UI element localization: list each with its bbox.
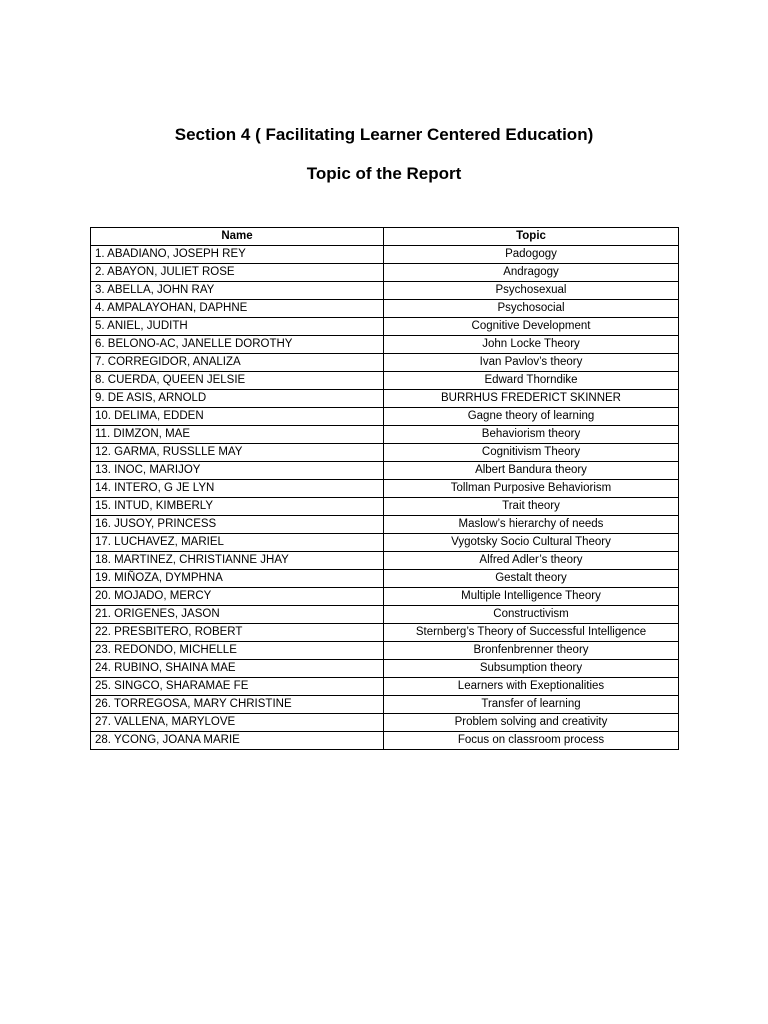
student-name-cell: 28. YCONG, JOANA MARIE xyxy=(91,732,384,750)
topic-cell: Padogogy xyxy=(384,246,679,264)
topic-cell: Ivan Pavlov’s theory xyxy=(384,354,679,372)
student-name-cell: 20. MOJADO, MERCY xyxy=(91,588,384,606)
student-name-cell: 6. BELONO-AC, JANELLE DOROTHY xyxy=(91,336,384,354)
student-name-cell: 10. DELIMA, EDDEN xyxy=(91,408,384,426)
table-row xyxy=(91,588,679,606)
table-row xyxy=(91,300,679,318)
student-name-cell: 19. MIÑOZA, DYMPHNA xyxy=(91,570,384,588)
student-name-cell: 14. INTERO, G JE LYN xyxy=(91,480,384,498)
topic-cell: Trait theory xyxy=(384,498,679,516)
table-row xyxy=(91,696,679,714)
student-name-cell: 12. GARMA, RUSSLLE MAY xyxy=(91,444,384,462)
table-row xyxy=(91,444,679,462)
table-row xyxy=(91,552,679,570)
topic-cell: Gestalt theory xyxy=(384,570,679,588)
document-title: Section 4 ( Facilitating Learner Centered Education) xyxy=(174,125,594,144)
table-row xyxy=(91,246,679,264)
table-row xyxy=(91,498,679,516)
topic-cell: Psychosexual xyxy=(384,282,679,300)
table-row xyxy=(91,282,679,300)
student-name-cell: 25. SINGCO, SHARAMAE FE xyxy=(91,678,384,696)
topic-cell: Behaviorism theory xyxy=(384,426,679,444)
topic-cell: Alfred Adler’s theory xyxy=(384,552,679,570)
table-row xyxy=(91,678,679,696)
topic-cell: Maslow’s hierarchy of needs xyxy=(384,516,679,534)
document-subtitle: Topic of the Report xyxy=(306,164,462,183)
topic-cell: Cognitive Development xyxy=(384,318,679,336)
table-row xyxy=(91,426,679,444)
topic-cell: Focus on classroom process xyxy=(384,732,679,750)
student-name-cell: 23. REDONDO, MICHELLE xyxy=(91,642,384,660)
topic-cell: Andragogy xyxy=(384,264,679,282)
topic-cell: Cognitivism Theory xyxy=(384,444,679,462)
student-name-cell: 15. INTUD, KIMBERLY xyxy=(91,498,384,516)
student-name-cell: 3. ABELLA, JOHN RAY xyxy=(91,282,384,300)
student-name-cell: 27. VALLENA, MARYLOVE xyxy=(91,714,384,732)
report-table xyxy=(90,227,679,750)
table-row xyxy=(91,462,679,480)
table-row xyxy=(91,624,679,642)
topic-cell: John Locke Theory xyxy=(384,336,679,354)
topic-cell: Psychosocial xyxy=(384,300,679,318)
table-row xyxy=(91,480,679,498)
table-row xyxy=(91,318,679,336)
table-body xyxy=(91,246,679,750)
topic-cell: Learners with Exeptionalities xyxy=(384,678,679,696)
table-row xyxy=(91,714,679,732)
topic-cell: BURRHUS FREDERICT SKINNER xyxy=(384,390,679,408)
table-row xyxy=(91,390,679,408)
topic-cell: Subsumption theory xyxy=(384,660,679,678)
topic-cell: Bronfenbrenner theory xyxy=(384,642,679,660)
topic-cell: Transfer of learning xyxy=(384,696,679,714)
student-name-cell: 26. TORREGOSA, MARY CHRISTINE xyxy=(91,696,384,714)
table-header-row xyxy=(91,228,679,246)
table-row xyxy=(91,372,679,390)
column-header-name: Name xyxy=(91,228,384,246)
student-name-cell: 7. CORREGIDOR, ANALIZA xyxy=(91,354,384,372)
student-name-cell: 2. ABAYON, JULIET ROSE xyxy=(91,264,384,282)
student-name-cell: 18. MARTINEZ, CHRISTIANNE JHAY xyxy=(91,552,384,570)
topic-cell: Vygotsky Socio Cultural Theory xyxy=(384,534,679,552)
student-name-cell: 21. ORIGENES, JASON xyxy=(91,606,384,624)
topic-cell: Multiple Intelligence Theory xyxy=(384,588,679,606)
student-name-cell: 22. PRESBITERO, ROBERT xyxy=(91,624,384,642)
table-row xyxy=(91,354,679,372)
table-row xyxy=(91,606,679,624)
student-name-cell: 9. DE ASIS, ARNOLD xyxy=(91,390,384,408)
table-row xyxy=(91,516,679,534)
student-name-cell: 13. INOC, MARIJOY xyxy=(91,462,384,480)
topic-cell: Albert Bandura theory xyxy=(384,462,679,480)
topic-cell: Tollman Purposive Behaviorism xyxy=(384,480,679,498)
topic-cell: Constructivism xyxy=(384,606,679,624)
topic-cell: Edward Thorndike xyxy=(384,372,679,390)
table-row xyxy=(91,660,679,678)
table-row xyxy=(91,408,679,426)
table-row xyxy=(91,264,679,282)
table-row xyxy=(91,732,679,750)
topic-cell: Gagne theory of learning xyxy=(384,408,679,426)
student-name-cell: 4. AMPALAYOHAN, DAPHNE xyxy=(91,300,384,318)
student-name-cell: 8. CUERDA, QUEEN JELSIE xyxy=(91,372,384,390)
table-row xyxy=(91,570,679,588)
student-name-cell: 11. DIMZON, MAE xyxy=(91,426,384,444)
table-row xyxy=(91,642,679,660)
table-row xyxy=(91,336,679,354)
topic-cell: Sternberg’s Theory of Successful Intelligence xyxy=(384,624,679,642)
column-header-topic: Topic xyxy=(384,228,679,246)
student-name-cell: 24. RUBINO, SHAINA MAE xyxy=(91,660,384,678)
student-name-cell: 1. ABADIANO, JOSEPH REY xyxy=(91,246,384,264)
topic-cell: Problem solving and creativity xyxy=(384,714,679,732)
student-name-cell: 16. JUSOY, PRINCESS xyxy=(91,516,384,534)
student-name-cell: 17. LUCHAVEZ, MARIEL xyxy=(91,534,384,552)
table-row xyxy=(91,534,679,552)
student-name-cell: 5. ANIEL, JUDITH xyxy=(91,318,384,336)
